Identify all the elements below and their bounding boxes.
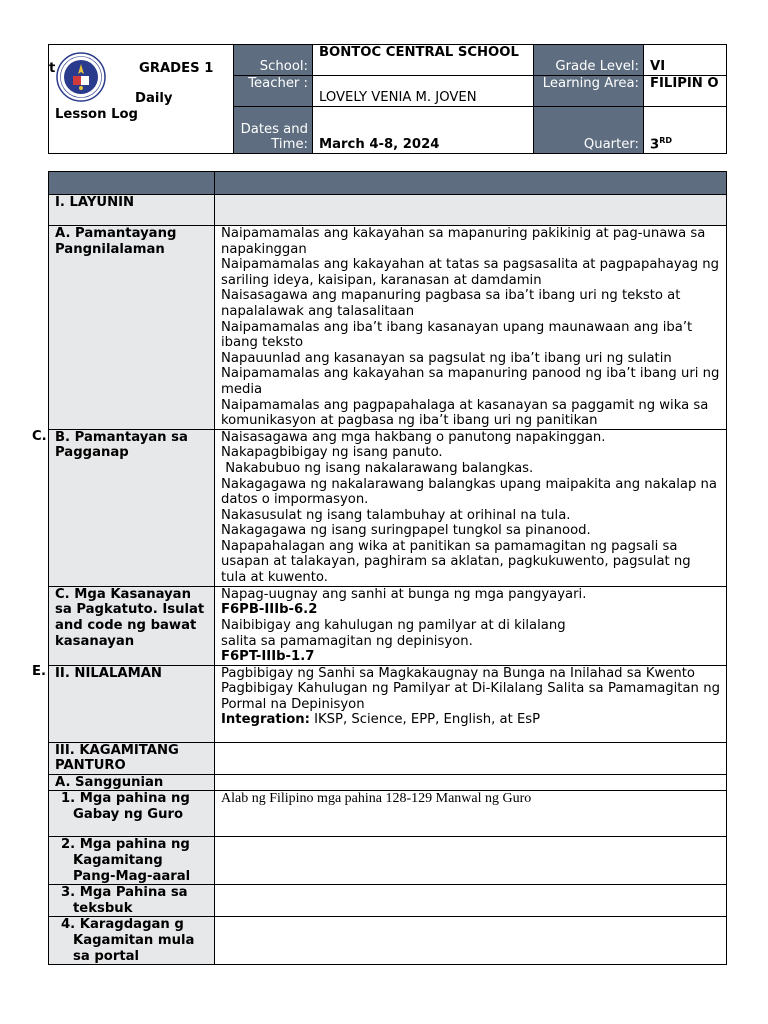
daily-label: Daily — [135, 91, 173, 106]
row-kasanayan — [49, 586, 727, 665]
nilalaman-content — [215, 665, 727, 742]
list-item: Napauunlad ang kasanayan sa pagsulat ng iba’t ibang uri ng sulatin — [221, 350, 672, 366]
competency-code: F6PT-IIIb-1.7 — [221, 649, 315, 665]
grade-level-label: Grade Level: — [534, 45, 644, 76]
list-item: Nakagagawa ng isang suringpapel tungkol sa pinanood. — [221, 523, 591, 539]
list-item: Naipamamalas ang kakayahan sa mapanuring pakikinig at pag-unawa sa napakinggan — [221, 226, 706, 257]
grades-label: GRADES 1 — [139, 61, 214, 76]
marker-e: E. — [32, 664, 47, 679]
row-kagamitang — [49, 837, 727, 885]
list-item: Naisasagawa ang mga hakbang o panutong napakinggan. — [221, 429, 606, 445]
row-pamantayan-pagganap — [49, 429, 727, 586]
list-item: Nakasusulat ng isang talambuhay at orihinal na tula. — [221, 507, 571, 523]
learning-area-label: Learning Area: — [534, 76, 644, 107]
lesson-table — [48, 171, 727, 965]
school-label: School: — [234, 45, 313, 76]
quarter-value: 3RD — [644, 107, 727, 154]
list-item: Napag-uugnay ang sanhi at bunga ng mga pangyayari. — [221, 586, 587, 602]
pamantayang-label: A. Pamantayang Pangnilalaman — [49, 226, 215, 430]
dates-label: Dates and Time: — [234, 107, 313, 154]
list-item: Naipamamalas ang pagpapahalaga at kasanayan sa paggamit ng wika sa komunikasyon at pagbasa ng iba’t ibang uri ng panitikan — [221, 397, 709, 429]
learning-area-value: FILIPIN O — [644, 76, 727, 107]
list-item: Pagbibigay Kahulugan ng Pamilyar at Di-Kilalang Salita sa Pamamagitan ng Pormal na Depinisyon — [221, 681, 720, 712]
table-header-row — [49, 172, 727, 195]
list-item: Napapahalagan ang wika at panitikan sa pamamagitan ng pagsali sa usapan at talakayan, paghiram sa aklatan, pagkukuwento, pagsulat ng tula at kuwento. — [221, 538, 691, 586]
nilalaman-label: II. NILALAMAN — [49, 665, 215, 742]
karagdagan-label: 4. Karagdagan g Kagamitan mula sa portal — [49, 917, 215, 965]
teksbuk-label: 3. Mga Pahina sa teksbuk — [49, 885, 215, 917]
list-item: Naipamamalas ang kakayahan at tatas sa pagsasalita at pagpapahayag ng sariling ideya, kaisipan, karanasan at damdamin — [221, 257, 720, 288]
integration-line: Integration: IKSP, Science, EPP, English, at EsP — [221, 712, 541, 728]
row-pamantayang-pangnilalaman — [49, 226, 727, 430]
quarter-label: Quarter: — [534, 107, 644, 154]
pagganap-label: B. Pamantayan sa Pagganap — [49, 429, 215, 586]
pagganap-content — [215, 429, 727, 586]
gabay-label: 1. Mga pahina ng Gabay ng Guro — [49, 791, 215, 837]
deped-seal-icon — [56, 52, 106, 102]
kasanayan-label: C. Mga Kasanayan sa Pagkatuto. Isulat and code ng bawat kasanayan — [49, 586, 215, 665]
list-item: Nakabubuo ng isang nakalarawang balangkas. — [221, 460, 534, 476]
dates-value: March 4-8, 2024 — [313, 107, 534, 154]
lesson-log-label: Lesson Log — [55, 107, 138, 122]
list-item: Nakagagawa ng nakalarawang balangkas upang maipakita ang nakalap na datos o impormasyon. — [221, 476, 717, 508]
list-item: Naipamamalas ang kakayahan sa mapanuring panood ng iba’t ibang uri ng media — [221, 366, 720, 397]
row-layunin — [49, 195, 727, 226]
sanggunian-label: A. Sanggunian — [49, 774, 215, 791]
teacher-value: LOVELY VENIA M. JOVEN — [313, 76, 534, 107]
list-item: Naibibigay ang kahulugan ng pamilyar at di kilalang — [221, 617, 566, 633]
list-item: Naipamamalas ang iba’t ibang kasanayan upang maunawaan ang iba’t ibang teksto — [221, 319, 693, 351]
list-item: Nakapagbibigay ng isang panuto. — [221, 445, 443, 461]
marker-c: C. — [32, 429, 47, 444]
row-teksbuk — [49, 885, 727, 917]
row-gabay — [49, 791, 727, 837]
kagamitan-label: III. KAGAMITANG PANTURO — [49, 742, 215, 774]
row-nilalaman — [49, 665, 727, 742]
layunin-label: I. LAYUNIN — [49, 195, 215, 226]
kasanayan-content — [215, 586, 727, 665]
header-table — [48, 44, 727, 154]
teacher-label: Teacher : — [234, 76, 313, 107]
school-value: BONTOC CENTRAL SCHOOL — [313, 45, 534, 76]
to-fragment: t — [49, 61, 56, 76]
pamantayang-content — [215, 226, 727, 430]
competency-code: F6PB-IIIb-6.2 — [221, 602, 318, 618]
kagamitang-label: 2. Mga pahina ng Kagamitang Pang-Mag-aaral — [49, 837, 215, 885]
row-kagamitan — [49, 742, 727, 774]
list-item: Naisasagawa ang mapanuring pagbasa sa iba’t ibang uri ng teksto at napalalawak ang talasalitaan — [221, 288, 681, 319]
grade-level-value: VI — [644, 45, 727, 76]
list-item: Pagbibigay ng Sanhi sa Magkakaugnay na Bunga na Inilahad sa Kwento — [221, 665, 696, 681]
list-item: salita sa pamamagitan ng depinisyon. — [221, 633, 473, 649]
row-sanggunian — [49, 774, 727, 791]
row-karagdagan — [49, 917, 727, 965]
gabay-value: Alab ng Filipino mga pahina 128-129 Manwal ng Guro — [215, 791, 727, 837]
